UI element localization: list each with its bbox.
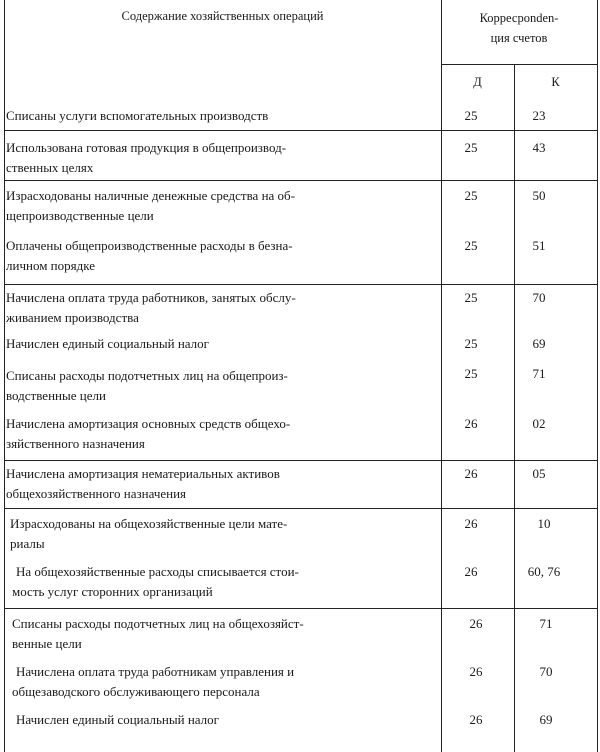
debit-credit-divider: [514, 64, 515, 752]
content-column-header: Содержание хозяйственных операций: [121, 9, 324, 23]
debit-column-header: Д: [473, 75, 482, 89]
operation-text-cont: живанием производства: [6, 310, 139, 325]
operation-text: Начислен единый социальный налог: [16, 712, 219, 727]
operation-text: Начислена оплата труда работникам управления и: [16, 664, 295, 679]
debit-account: 25: [464, 336, 478, 351]
credit-account: 70: [539, 664, 553, 679]
debit-account: 26: [464, 564, 478, 579]
credit-account: 71: [539, 616, 553, 631]
operation-text: Начислен единый социальный налог: [6, 336, 209, 351]
operation-text-cont: венные цели: [12, 636, 82, 651]
operation-text-cont: общехозяйственного назначения: [6, 486, 187, 501]
credit-column-header: К: [551, 75, 560, 89]
credit-account: 70: [532, 290, 546, 305]
correspondence-header-line2: ция счетов: [490, 31, 548, 45]
debit-account: 25: [464, 140, 478, 155]
row-divider: [4, 130, 597, 131]
credit-account: 69: [539, 712, 553, 727]
operation-text: Начислена амортизация нематериальных активов: [6, 466, 280, 481]
correspondence-header-line1: Корресponden-: [479, 11, 559, 25]
debit-account: 26: [464, 466, 478, 481]
credit-account: 02: [532, 416, 546, 431]
operation-text-cont: личном порядке: [6, 258, 95, 273]
operation-text-cont: ственных целях: [6, 160, 94, 175]
debit-account: 26: [464, 516, 478, 531]
row-divider: [4, 608, 597, 609]
table-right-border: [597, 0, 598, 752]
credit-account: 10: [537, 516, 551, 531]
debit-account: 26: [469, 616, 483, 631]
operation-text: Использована готовая продукция в общепроизвод-: [6, 140, 287, 155]
operation-text-cont: водственные цели: [6, 388, 106, 403]
credit-account: 05: [532, 466, 546, 481]
row-divider: [4, 508, 597, 509]
credit-account: 23: [532, 108, 546, 123]
debit-account: 25: [464, 188, 478, 203]
operation-text-cont: щепроизводственные цели: [6, 208, 154, 223]
operation-text: Начислена амортизация основных средств общехо-: [6, 416, 291, 431]
credit-account: 50: [532, 188, 546, 203]
row-divider: [4, 460, 597, 461]
operation-text-cont: риалы: [10, 536, 45, 551]
debit-account: 26: [469, 712, 483, 727]
debit-account: 26: [469, 664, 483, 679]
debit-account: 25: [464, 290, 478, 305]
credit-account: 51: [532, 238, 546, 253]
row-divider: [4, 180, 597, 181]
debit-account: 25: [464, 238, 478, 253]
operation-text: Оплачены общепроизводственные расходы в безна-: [6, 238, 293, 253]
operation-text-cont: общезаводского обслуживающего персонала: [12, 684, 260, 699]
debit-account: 25: [464, 108, 478, 123]
operation-text: На общехозяйственные расходы списывается стои-: [16, 564, 299, 579]
row-divider: [4, 284, 597, 285]
operation-text: Израсходованы наличные денежные средства на об-: [6, 188, 295, 203]
debit-account: 26: [464, 416, 478, 431]
operation-text: Списаны расходы подотчетных лиц на общепроиз-: [6, 368, 288, 383]
debit-account: 25: [464, 366, 478, 381]
header-subdivider: [441, 64, 597, 65]
table-left-border: [4, 0, 5, 752]
credit-account: 43: [532, 140, 546, 155]
credit-account: 60, 76: [527, 564, 561, 579]
operation-text: Списаны расходы подотчетных лиц на общехозяйст-: [12, 616, 304, 631]
operation-text-cont: зяйственного назначения: [6, 436, 145, 451]
operation-text-cont: мость услуг сторонних организаций: [12, 584, 213, 599]
operation-text: Списаны услуги вспомогательных производств: [6, 108, 269, 123]
credit-account: 71: [532, 366, 546, 381]
operation-text: Израсходованы на общехозяйственные цели мате-: [10, 516, 288, 531]
operation-text: Начислена оплата труда работников, занятых обслу-: [6, 290, 296, 305]
credit-account: 69: [532, 336, 546, 351]
